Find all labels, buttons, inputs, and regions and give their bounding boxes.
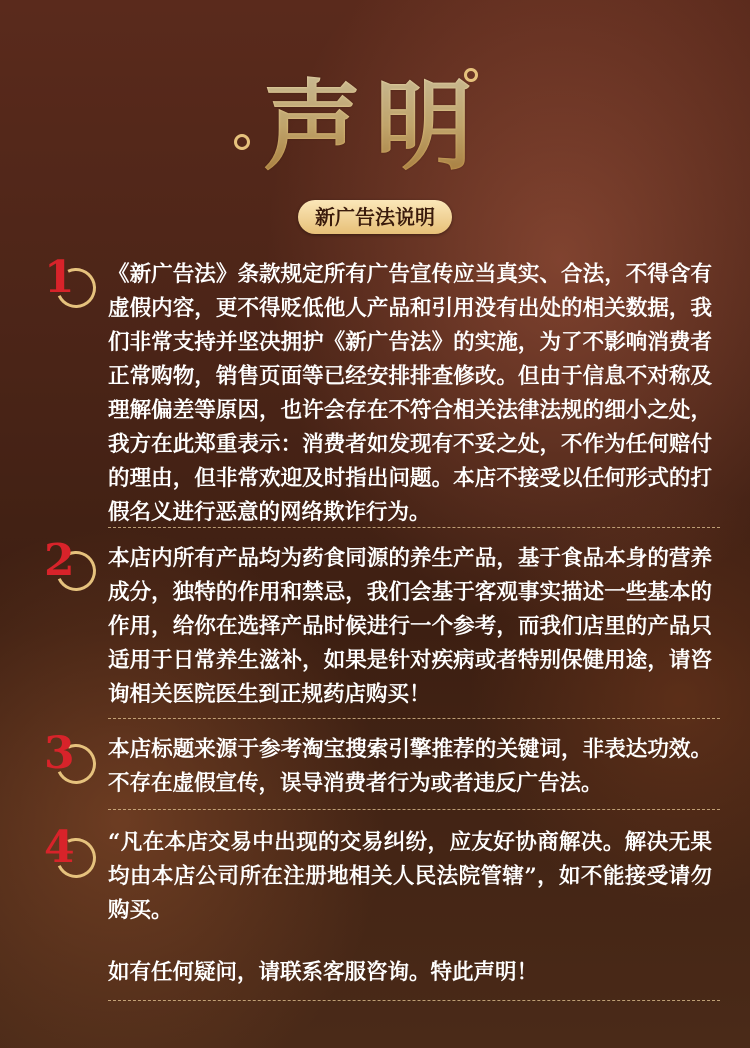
ornament-circle	[234, 134, 250, 150]
number-1-icon	[44, 252, 96, 314]
divider	[108, 809, 720, 810]
divider	[108, 718, 720, 719]
item-4-text: “凡在本店交易中出现的交易纠纷，应友好协商解决。解决无果均由本店公司所在注册地相关人民法院管辖”，如不能接受请勿购买。	[108, 830, 712, 923]
number-4-label: 4	[44, 822, 75, 873]
ornament-dot	[464, 68, 478, 82]
number-2-label: 2	[44, 535, 75, 586]
number-3-icon	[44, 728, 96, 790]
closing-text: 如有任何疑问，请联系客服咨询。特此声明！	[108, 960, 539, 985]
item-1-text: 《新广告法》条款规定所有广告宣传应当真实、合法，不得含有虚假内容，更不得贬低他人产品和引用没有出处的相关数据，我们非常支持并坚决拥护《新广告法》的实施，为了不影响消费者正常购物，销售页面等已经安排排查修改。但由于信息不对称及理解偏差等原因，也许会存在不符合相关法律法规的细小之处，我方在此郑重表示：消费者如发现有不妥之处，不作为任何赔付的理由，但非常欢迎及时指出问题。本店不接受以任何形式的打假名义进行恶意的网络欺诈行为。	[108, 262, 712, 525]
divider	[108, 1000, 720, 1001]
item-3-text: 本店标题来源于参考淘宝搜索引擎推荐的关键词，非表达功效。不存在虚假宣传，误导消费者行为或者违反广告法。	[108, 737, 712, 796]
page-title: 声明	[0, 48, 750, 189]
number-4-icon	[44, 822, 96, 884]
divider	[108, 527, 720, 528]
number-2-icon	[44, 535, 96, 597]
number-3-label: 3	[44, 728, 75, 779]
item-2-text: 本店内所有产品均为药食同源的养生产品，基于食品本身的营养成分，独特的作用和禁忌，我们会基于客观事实描述一些基本的作用，给你在选择产品时候进行一个参考，而我们店里的产品只适用于日常养生滋补，如果是针对疾病或者特别保健用途，请咨询相关医院医生到正规药店购买！	[108, 546, 712, 707]
section-badge: 新广告法说明	[298, 200, 452, 234]
number-1-label: 1	[44, 252, 75, 303]
